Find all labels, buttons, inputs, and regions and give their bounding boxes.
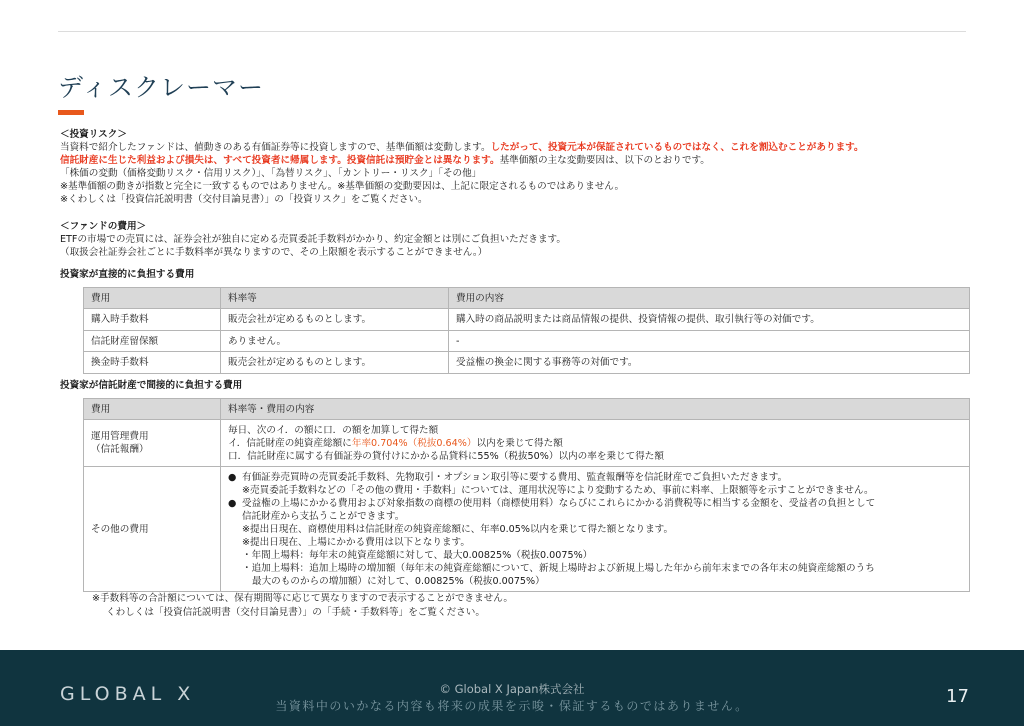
top-divider — [58, 31, 966, 32]
fee-rate: 年率0.704%（税抜0.64%） — [351, 438, 477, 450]
direct-cost-table — [83, 287, 970, 374]
header-cell: 料率等 — [221, 287, 449, 309]
table-cell: 運用管理費用 （信託報酬） — [84, 420, 221, 467]
page-title: ディスクレーマー — [58, 73, 265, 102]
table-cell: ありません。 — [221, 330, 449, 352]
risk-warning-1: したがって、投資元本が保証されているものではなく、これを割込むことがあります。 — [490, 142, 864, 154]
page-number: 17 — [946, 686, 969, 707]
fees-line-1: ETFの市場での売買には、証券会社が独自に定める売買委託手数料がかかり、約定金額とは別にご負担いただきます。 — [60, 233, 566, 245]
header-cell: 費用の内容 — [449, 287, 970, 309]
table-cell: 換金時手数料 — [84, 352, 221, 374]
risk-line-4: ※基準価額の動きが指数と完全に一致するものではありません。※基準価額の変動要因は、上記に限定されるものではありません。 — [60, 181, 625, 193]
header-cell: 費用 — [84, 287, 221, 309]
footer-disclaimer: 当資料中のいかなる内容も将来の成果を示唆・保証するものではありません。 — [275, 699, 749, 713]
header-cell: 費用 — [84, 399, 221, 420]
global-x-logo: GLOBAL X — [60, 683, 196, 705]
risk-line-3: 「株価の変動（価格変動リスク・信用リスク）」、「為替リスク」、「カントリー・リスク」「その他」 — [60, 168, 482, 180]
risk-warning-2: 信託財産に生じた利益および損失は、すべて投資者に帰属します。投資信託は預貯金とは異なります。 — [60, 155, 500, 167]
direct-cost-heading: 投資家が直接的に負担する費用 — [60, 268, 195, 280]
table-cell: - — [449, 330, 970, 352]
copyright-text: © Global X Japan株式会社 — [439, 682, 585, 696]
table-row — [84, 330, 970, 352]
title-accent-bar — [58, 110, 84, 115]
indirect-cost-heading: 投資家が信託財産で間接的に負担する費用 — [60, 379, 243, 391]
bullet-icon: ● — [228, 498, 237, 510]
table-cell: 信託財産留保額 — [84, 330, 221, 352]
risk-line-2: 信託財産に生じた利益および損失は、すべて投資者に帰属します。投資信託は預貯金とは異なります。基準価額の主な変動要因は、以下のとおりです。 — [60, 155, 710, 167]
indirect-cost-table — [83, 398, 970, 592]
risk-heading: ＜投資リスク＞ — [60, 129, 127, 140]
fee-notes: ※手数料等の合計額については、保有期間等に応じて異なりますので表示することができません。 くわしくは「投資信託説明書（交付目論見書）」の「手続・手数料等」をご覧ください。 — [92, 593, 513, 619]
bullet-icon: ● — [228, 472, 237, 484]
fees-heading: ＜ファンドの費用＞ — [60, 220, 147, 232]
table-cell: 毎日、次のイ．の額に口．の額を加算して得た額 イ．信託財産の純資産総額に年率0.704%（税抜0.64%）以内を乗じて得た額 口．信託財産に属する有価証券の貸付けにかかる品貸料に55%（税抜50%）以内の率を乗じて得た額 — [221, 420, 970, 467]
header-cell: 料率等・費用の内容 — [221, 399, 970, 420]
risk-line-5: ※くわしくは「投資信託説明書（交付目論見書）」の「投資リスク」をご覧ください。 — [60, 194, 428, 206]
table-row — [84, 352, 970, 374]
table-cell: 販売会社が定めるものとします。 — [221, 352, 449, 374]
table-row — [84, 309, 970, 331]
table-cell: 販売会社が定めるものとします。 — [221, 309, 449, 331]
main-content — [60, 128, 970, 620]
table-cell: ● 有価証券売買時の売買委託手数料、先物取引・オプション取引等に要する費用、監査報酬等を信託財産でご負担いただきます。 ※売買委託手数料などの「その他の費用・手数料」については、運用状況等により変動するため、事前に料率、上限額等を示すことができません。 ● 受益権の上場にかかる費用および対象指数の商標の使用料（商標使用料）ならびにこれらにかかる消費税等に相当する金額を、受益者の負担として 信託財産から支払うことができます。 ※提出日現在、商標使用料は信託財産の純資産総額に、年率0.05%以内を乗じて得た額となります。 ※提出日現在、上場にかかる費用は以下となります。 ・年間上場料：毎年末の純資産総額に対して、最大0.00825%（税抜0.0075%） ・追加上場料：追加上場時の増加額（毎年末の純資産総額について、新規上場時および新規上場した年から前年末までの各年末の純資産総額のうち 最大のものからの増加額）に対して、0.00825%（税抜0.0075%） — [221, 467, 970, 592]
table-cell: その他の費用 — [84, 467, 221, 592]
fees-line-2: （取扱会社証券会社ごとに手数料率が異なりますので、その上限額を表示することができません。） — [60, 246, 488, 258]
table-header-row — [84, 287, 970, 309]
risk-line-1: 当資料で紹介したファンドは、値動きのある有価証券等に投資しますので、基準価額は変動します。したがって、投資元本が保証されているものではなく、これを割込むことがあります。 — [60, 142, 864, 154]
table-cell: 購入時の商品説明または商品情報の提供、投資情報の提供、取引執行等の対価です。 — [449, 309, 970, 331]
table-cell: 受益権の換金に関する事務等の対価です。 — [449, 352, 970, 374]
table-row — [84, 467, 970, 592]
table-header-row — [84, 399, 970, 420]
table-row — [84, 420, 970, 467]
table-cell: 購入時手数料 — [84, 309, 221, 331]
